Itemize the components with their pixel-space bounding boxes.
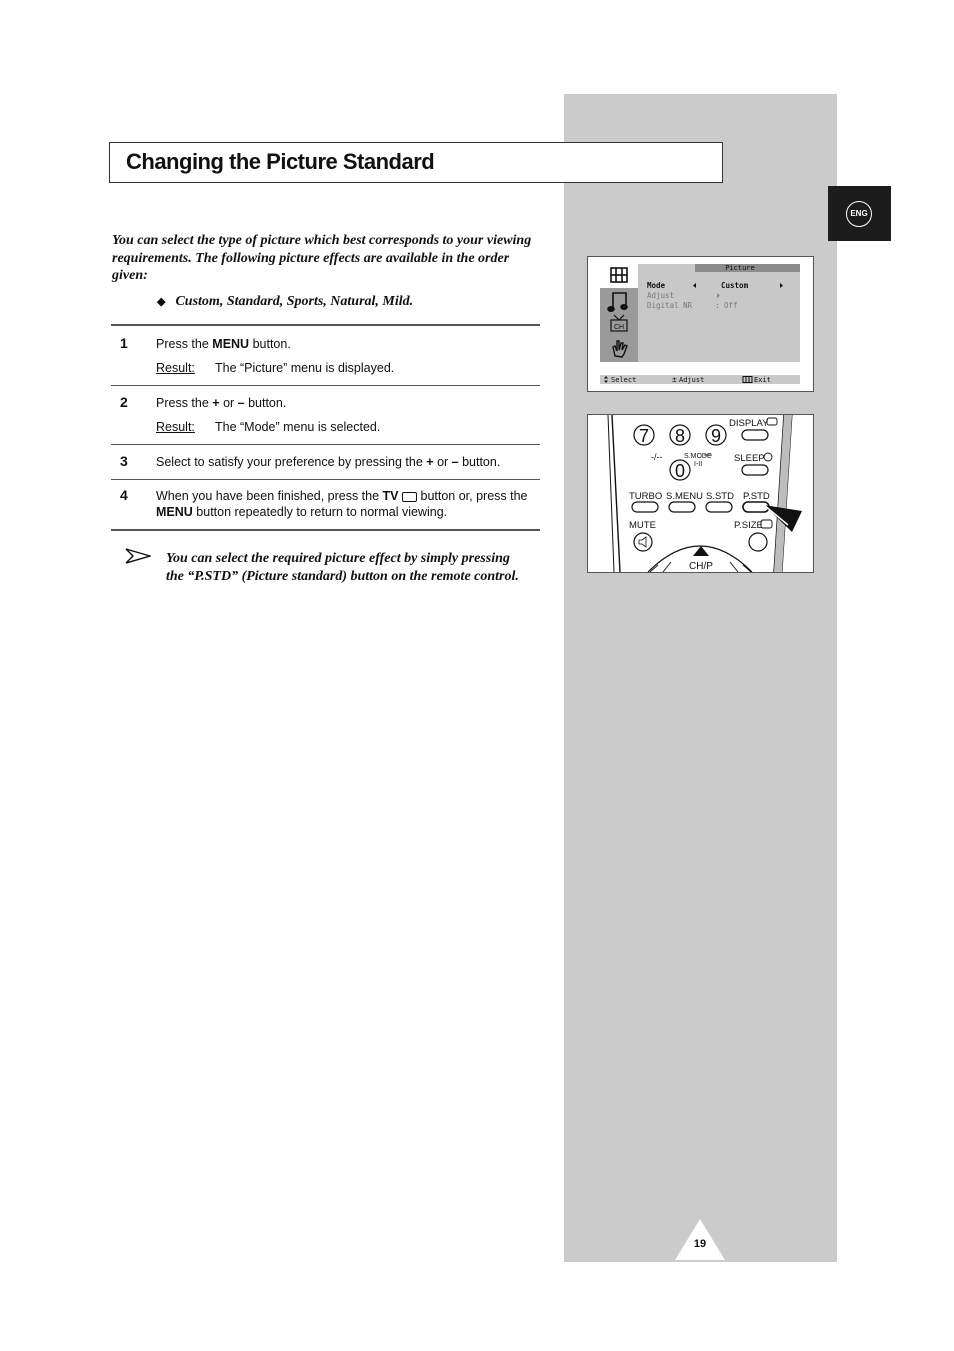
- osd-row-label: Adjust: [647, 291, 675, 300]
- tv-keyword: TV: [382, 489, 399, 503]
- psize-button: [749, 533, 767, 551]
- step-text-part: button.: [244, 396, 287, 410]
- effects-bullet: [157, 294, 413, 310]
- smode-label: S.MODE: [684, 453, 712, 460]
- sleep-button: [742, 465, 768, 475]
- step-text: [156, 395, 542, 411]
- table-bottom-rule: [111, 529, 540, 531]
- note-arrow-icon: [125, 548, 151, 564]
- diamond-icon: ◆: [157, 296, 166, 308]
- sleep-icon: [764, 453, 772, 461]
- remote-side-shade: [774, 415, 792, 572]
- step-number: 1: [120, 335, 128, 351]
- smenu-button: [669, 502, 695, 512]
- osd-row-value: Custom: [721, 281, 749, 290]
- minus-keyword: –: [237, 396, 245, 410]
- step-text-part: Select to satisfy your preference by pressing the: [156, 455, 427, 469]
- smenu-label: S.MENU: [666, 491, 703, 502]
- osd-footer-select: Select: [611, 376, 637, 384]
- result-label: Result:: [156, 361, 195, 375]
- dash-label: -/--: [651, 452, 663, 462]
- osd-footer-exit: Exit: [754, 376, 771, 384]
- i-ii-label: I-II: [694, 461, 703, 468]
- osd-row-label: Digital NR: [647, 301, 693, 310]
- row-rule: [111, 385, 540, 386]
- osd-header: Picture: [725, 264, 755, 272]
- result-text: The “Picture” menu is displayed.: [215, 361, 395, 375]
- digit-label: 0: [674, 461, 686, 481]
- psize-label: P.SIZE: [734, 520, 763, 531]
- chp-label: CH/P: [689, 561, 713, 572]
- plusminus-icon: ±: [672, 375, 677, 384]
- remote-drawing: [588, 415, 813, 572]
- digit-label: 8: [674, 426, 686, 446]
- menu-keyword: MENU: [156, 505, 193, 519]
- osd-footer-adjust: Adjust: [679, 376, 705, 384]
- effects-list: Custom, Standard, Sports, Natural, Mild.: [175, 294, 414, 309]
- minus-keyword: –: [451, 455, 459, 469]
- step-text: [156, 336, 542, 352]
- channel-up-icon: [693, 546, 709, 556]
- step-number: 4: [120, 487, 128, 503]
- note-text: You can select the required picture effect by simply pressing the “P.STD” (Picture standard) button on the remote control.: [166, 551, 519, 584]
- menu-keyword: MENU: [212, 337, 250, 351]
- row-rule: [111, 444, 540, 445]
- osd-illustration: [587, 256, 814, 392]
- mute-label: MUTE: [629, 520, 656, 531]
- display-icon: [767, 418, 777, 425]
- step-text: [156, 454, 542, 470]
- step-number: 2: [120, 394, 128, 410]
- row-rule: [111, 479, 540, 480]
- sleep-label: SLEEP: [734, 453, 765, 464]
- title-box: [109, 142, 723, 183]
- step-text-part: button or, press the: [417, 489, 528, 503]
- language-tab: [828, 186, 891, 241]
- page-title: Changing the Picture Standard: [126, 149, 435, 174]
- plus-keyword: +: [212, 396, 220, 410]
- digit-label: 9: [710, 426, 722, 446]
- turbo-label: TURBO: [629, 491, 663, 502]
- display-button: [742, 430, 768, 440]
- step-text-part: When you have been finished, press the: [156, 489, 383, 503]
- tv-icon: [402, 492, 417, 502]
- step-text-part: Press the: [156, 396, 213, 410]
- sstd-label: S.STD: [706, 491, 734, 502]
- intro-text: You can select the type of picture which best corresponds to your viewing requirements. The following picture effects are available in the order given:: [112, 233, 532, 283]
- language-label: ENG: [846, 201, 872, 227]
- plus-keyword: +: [426, 455, 434, 469]
- result-label: Result:: [156, 420, 195, 434]
- table-top-rule: [111, 324, 540, 326]
- step-text-part: button.: [249, 337, 291, 351]
- turbo-button: [632, 502, 658, 512]
- step-number: 3: [120, 453, 128, 469]
- pstd-button: [743, 502, 769, 512]
- step-text-part: Press the: [156, 337, 213, 351]
- osd-row-label: Mode: [647, 281, 666, 290]
- digit-label: 7: [638, 426, 650, 446]
- channel-icon-label: CH: [613, 324, 625, 331]
- step-text-part: button.: [458, 455, 501, 469]
- mute-button: [634, 533, 652, 551]
- step-text-part: button repeatedly to return to normal viewing.: [192, 505, 448, 519]
- pstd-label: P.STD: [743, 491, 770, 502]
- result-text: The “Mode” menu is selected.: [215, 420, 381, 434]
- step-text: [156, 488, 542, 520]
- display-label: DISPLAY: [729, 418, 769, 429]
- step-text-part: or: [433, 455, 452, 469]
- remote-illustration: [587, 414, 814, 573]
- osd-row-value: : Off: [715, 301, 738, 310]
- page-number: 19: [693, 1238, 707, 1250]
- osd-panel: [638, 264, 800, 362]
- sstd-button: [706, 502, 732, 512]
- osd-screen: [588, 257, 813, 391]
- step-text-part: or: [219, 396, 238, 410]
